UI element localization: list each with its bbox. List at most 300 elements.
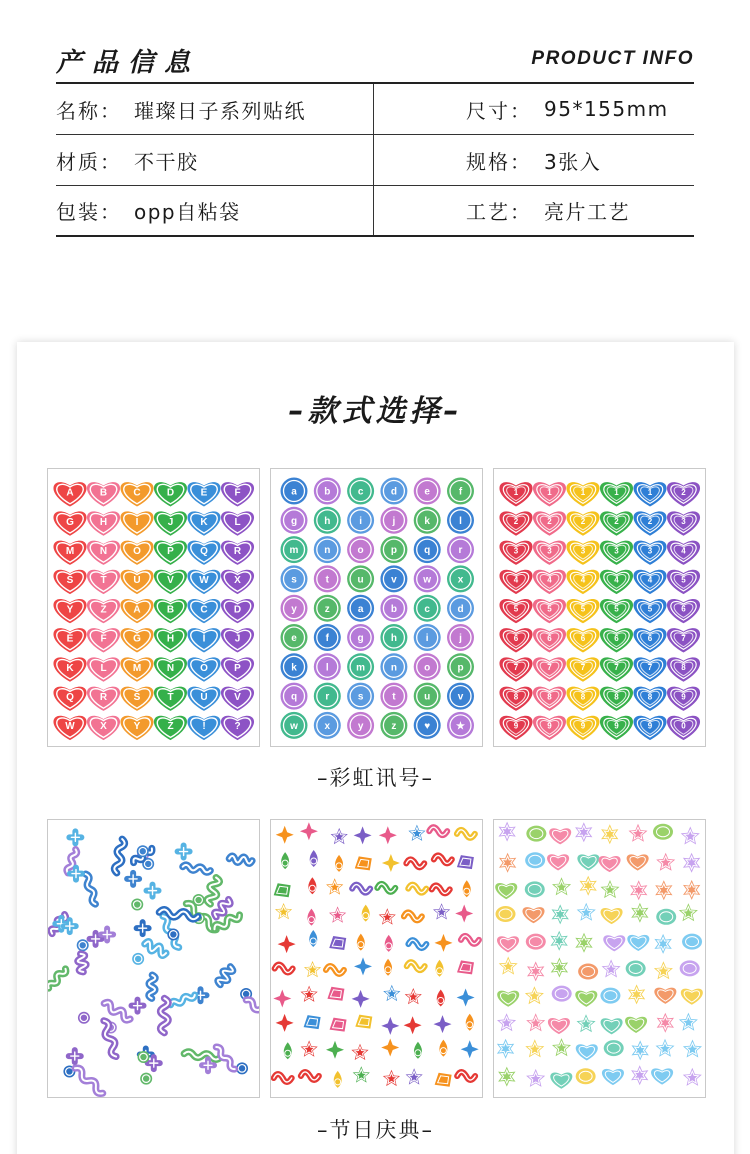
shape-sticker	[404, 1016, 422, 1034]
info-value: 璀璨日子系列贴纸	[134, 98, 306, 123]
sticker-glyph: u	[357, 574, 364, 586]
pastel-sticker	[631, 903, 648, 923]
group-label-rainbow-signal: –彩虹讯号–	[317, 766, 434, 790]
sticker-glyph: G	[66, 516, 74, 528]
sticker-glyph: K	[66, 662, 74, 674]
sticker-glyph: z	[324, 603, 330, 615]
sticker-glyph: ★	[456, 721, 465, 732]
pastel-sticker	[548, 1018, 570, 1034]
sticker-glyph: 9	[547, 721, 552, 731]
sticker-glyph: d	[457, 603, 464, 615]
product-info-table	[56, 82, 694, 237]
info-label: 包装：	[56, 200, 122, 224]
sticker-glyph: 9	[513, 721, 519, 731]
sticker-glyph: U	[133, 575, 141, 587]
info-cell-packaging	[56, 186, 374, 235]
pastel-sticker	[580, 876, 597, 896]
pastel-sticker	[683, 1040, 702, 1058]
sticker-glyph: h	[324, 515, 331, 527]
sticker-glyph: 4	[614, 575, 619, 585]
squiggle-sticker	[114, 839, 126, 874]
pastel-sticker	[496, 906, 516, 922]
sticker-glyph: A	[66, 487, 74, 499]
style-selection-title: –款式选择–	[288, 394, 463, 429]
pastel-sticker	[656, 853, 675, 871]
sticker-glyph: 6	[647, 633, 653, 643]
section-title: 产品信息	[56, 48, 201, 78]
info-label: 尺寸：	[466, 98, 532, 123]
shape-sticker	[436, 960, 444, 977]
pastel-sticker	[576, 1044, 598, 1060]
pastel-sticker	[498, 1067, 515, 1087]
uppercase-heart-stickers	[48, 469, 260, 747]
sheet-lowercase-circles[interactable]	[270, 468, 483, 747]
shape-sticker	[310, 850, 318, 867]
pastel-sticker	[550, 1073, 572, 1089]
sticker-glyph: 5	[681, 575, 686, 585]
squiggle-sticker	[73, 1066, 105, 1096]
sticker-glyph: 3	[647, 546, 653, 556]
plus-sticker	[69, 831, 81, 843]
info-row	[56, 186, 694, 237]
sticker-glyph: u	[424, 691, 431, 703]
sticker-glyph: 2	[513, 517, 519, 527]
dot-sticker	[193, 894, 205, 906]
shape-sticker	[466, 1014, 474, 1031]
sticker-glyph: F	[100, 633, 107, 645]
sheet-squiggle-shapes[interactable]	[47, 819, 260, 1098]
plus-sticker	[178, 846, 190, 858]
sticker-glyph: 7	[647, 663, 653, 673]
pastel-sticker	[576, 1068, 596, 1084]
sticker-glyph: c	[424, 603, 430, 615]
sticker-glyph: 3	[547, 546, 552, 556]
sticker-glyph: y	[357, 721, 364, 732]
sticker-glyph: 7	[614, 663, 619, 673]
sticker-glyph: n	[324, 545, 331, 557]
sticker-glyph: v	[457, 691, 464, 703]
sticker-glyph: 7	[513, 663, 519, 673]
pastel-sticker	[631, 1065, 648, 1085]
sheet-colorful-shapes[interactable]	[270, 819, 483, 1098]
sticker-glyph: X	[234, 575, 241, 587]
pastel-sticker	[656, 909, 676, 925]
sticker-glyph: i	[425, 633, 429, 645]
sticker-glyph: b	[324, 486, 331, 498]
pastel-sticker	[654, 988, 676, 1004]
sticker-glyph: J	[167, 516, 174, 528]
sticker-glyph: R	[233, 546, 242, 557]
shape-sticker	[309, 930, 317, 947]
shape-sticker	[384, 959, 392, 976]
shape-sticker	[463, 880, 471, 897]
pastel-sticker	[549, 828, 571, 844]
shape-sticker	[377, 884, 395, 892]
sticker-glyph: f	[458, 486, 463, 498]
info-value: 不干胶	[134, 149, 199, 174]
dot-sticker	[137, 1051, 149, 1063]
sticker-glyph: K	[200, 516, 208, 528]
shape-sticker	[383, 985, 400, 1001]
info-row	[56, 84, 694, 135]
sticker-glyph: p	[457, 662, 464, 674]
shape-sticker	[275, 903, 292, 919]
sticker-glyph: 8	[614, 692, 619, 702]
pastel-sticker	[629, 824, 648, 842]
sticker-glyph: o	[357, 545, 364, 557]
pastel-sticker	[626, 960, 646, 976]
pastel-sticker	[499, 822, 516, 842]
sticker-glyph: q	[290, 691, 298, 703]
shape-sticker	[326, 878, 343, 894]
squiggle-stickers	[48, 820, 260, 1098]
info-value: 亮片工艺	[544, 200, 630, 224]
shape-sticker	[301, 986, 318, 1002]
pastel-sticker	[680, 960, 700, 976]
sticker-glyph: j	[459, 633, 462, 645]
pastel-sticker	[499, 957, 518, 975]
pastel-sticker	[552, 986, 572, 1002]
dot-sticker	[167, 928, 179, 940]
sticker-glyph: M	[65, 546, 75, 557]
sticker-glyph: 8	[681, 663, 686, 673]
sticker-glyph: D	[233, 604, 242, 616]
sticker-glyph: 4	[513, 575, 519, 585]
pastel-sticker	[653, 824, 673, 840]
sticker-glyph: 6	[513, 633, 519, 643]
sticker-glyph: q	[424, 545, 431, 557]
pastel-sticker	[632, 1040, 649, 1060]
sticker-glyph: v	[391, 574, 397, 586]
sticker-glyph: 2	[580, 517, 586, 527]
colorful-shape-stickers	[271, 820, 483, 1098]
sticker-glyph: n	[390, 662, 397, 674]
style-selection-card	[17, 342, 734, 1154]
shape-sticker	[354, 957, 372, 975]
shape-sticker	[432, 885, 450, 893]
shape-sticker	[381, 1039, 399, 1057]
info-value: 3张入	[544, 149, 602, 174]
squiggle-sticker	[206, 877, 220, 905]
pastel-sticker	[625, 1017, 647, 1033]
pastel-sticker	[654, 934, 671, 954]
pastel-sticker	[682, 934, 702, 950]
sticker-glyph: H	[166, 633, 175, 645]
sticker-glyph: W	[65, 721, 75, 733]
sticker-glyph: E	[66, 633, 74, 645]
sticker-glyph: y	[291, 603, 297, 615]
pastel-sticker	[601, 1018, 623, 1034]
squiggle-sticker	[160, 998, 168, 1033]
shape-sticker	[331, 828, 348, 844]
pastel-sticker	[577, 854, 599, 870]
pastel-sticker	[627, 935, 649, 951]
pastel-sticker	[628, 984, 645, 1004]
plus-sticker	[127, 873, 139, 885]
pastel-sticker	[578, 963, 598, 979]
sticker-glyph: c	[357, 486, 364, 498]
sticker-glyph: 1	[513, 487, 519, 497]
sticker-glyph: S	[66, 575, 74, 587]
pastel-sticker	[575, 933, 592, 953]
plus-sticker	[69, 1050, 81, 1062]
sticker-glyph: U	[200, 692, 208, 703]
pastel-sticker	[602, 959, 621, 977]
sticker-glyph: Z	[100, 604, 107, 616]
sticker-glyph: 0	[681, 721, 686, 731]
shape-sticker	[273, 990, 291, 1008]
shape-sticker	[329, 906, 346, 922]
sticker-glyph: e	[291, 633, 297, 645]
sticker-glyph: z	[391, 721, 397, 732]
sticker-glyph: 1	[614, 487, 619, 497]
shape-sticker	[304, 961, 321, 977]
sticker-glyph: D	[166, 487, 175, 499]
sticker-glyph: 8	[580, 692, 586, 702]
shape-sticker	[383, 1070, 400, 1086]
pastel-sticker	[551, 958, 568, 978]
pastel-sticker	[603, 935, 625, 951]
sticker-glyph: 8	[513, 692, 519, 702]
shape-sticker	[404, 912, 422, 920]
sticker-glyph: s	[357, 691, 364, 703]
lowercase-circle-stickers	[271, 469, 483, 747]
sticker-glyph: Q	[66, 692, 74, 703]
sticker-glyph: W	[199, 575, 209, 587]
pastel-sticker	[575, 822, 592, 842]
shape-sticker	[385, 935, 393, 952]
info-label: 工艺：	[466, 200, 532, 224]
shape-sticker	[308, 877, 316, 894]
sticker-glyph: G	[133, 633, 141, 645]
plus-sticker	[137, 922, 149, 934]
pastel-sticker	[522, 907, 544, 923]
shape-sticker	[437, 989, 445, 1006]
sticker-glyph: 1	[547, 487, 552, 497]
sticker-glyph: h	[390, 633, 397, 645]
shape-sticker	[408, 940, 426, 948]
sticker-glyph: 3	[580, 546, 586, 556]
squiggle-sticker	[170, 993, 196, 1007]
plus-sticker	[147, 885, 159, 897]
sticker-glyph: 2	[681, 487, 686, 497]
sticker-glyph: k	[291, 662, 297, 674]
shape-sticker	[326, 1041, 344, 1059]
sticker-glyph: 9	[580, 721, 586, 731]
shape-sticker	[439, 1040, 447, 1057]
shape-sticker	[379, 908, 396, 924]
pastel-sticker	[681, 827, 700, 845]
sticker-glyph: r	[458, 545, 463, 557]
shape-sticker	[274, 883, 291, 897]
squiggle-sticker	[143, 940, 167, 956]
sticker-glyph: E	[200, 487, 208, 499]
sticker-glyph: S	[133, 692, 141, 703]
pastel-sticker	[601, 880, 620, 898]
pastel-sticker	[602, 1069, 624, 1085]
sticker-glyph: ♥	[424, 721, 431, 732]
pastel-sticker	[604, 1040, 624, 1056]
shape-sticker	[275, 965, 293, 973]
sticker-glyph: P	[234, 662, 241, 674]
sticker-glyph: 7	[681, 633, 686, 643]
sticker-glyph: O	[200, 662, 208, 674]
sticker-glyph: 8	[547, 692, 552, 702]
sticker-glyph: m	[356, 662, 366, 674]
sticker-glyph: e	[424, 486, 430, 498]
info-cell-size	[374, 84, 669, 134]
pastel-sticker	[527, 961, 544, 981]
pastel-sticker	[526, 934, 546, 950]
pastel-sticker	[656, 1039, 675, 1057]
shape-sticker	[335, 855, 343, 872]
shape-sticker	[382, 854, 400, 872]
shape-sticker	[457, 830, 475, 838]
sticker-glyph: 3	[614, 546, 619, 556]
sticker-glyph: J	[234, 633, 241, 645]
shape-sticker	[457, 1072, 475, 1080]
shape-sticker	[362, 905, 370, 922]
sticker-glyph: I	[202, 633, 206, 645]
shape-sticker	[355, 856, 372, 870]
shape-sticker	[457, 960, 474, 974]
pastel-sticker	[627, 854, 649, 870]
shape-sticker	[407, 962, 425, 970]
shape-sticker	[351, 1044, 368, 1060]
shape-sticker	[414, 1042, 422, 1059]
shape-sticker	[307, 909, 315, 926]
shape-sticker	[461, 936, 479, 944]
sticker-glyph: d	[390, 486, 397, 498]
info-cell-spec	[374, 135, 601, 185]
shape-sticker	[353, 1066, 370, 1082]
sheet-number-hearts[interactable]	[493, 468, 706, 747]
shape-sticker	[455, 905, 473, 923]
sticker-glyph: i	[359, 515, 362, 527]
pastel-sticker	[552, 1038, 571, 1056]
pastel-sticker	[599, 856, 621, 872]
shape-sticker	[334, 1071, 342, 1088]
sheet-pastel-shapes[interactable]	[493, 819, 706, 1098]
pastel-sticker	[497, 936, 519, 952]
pastel-sticker	[601, 824, 618, 844]
sticker-glyph: a	[357, 603, 364, 615]
sticker-glyph: F	[234, 487, 241, 499]
info-cell-craft	[374, 186, 630, 235]
sticker-glyph: T	[167, 692, 174, 703]
sticker-glyph: g	[357, 633, 364, 645]
dot-sticker	[140, 1073, 152, 1085]
shape-sticker	[357, 934, 365, 951]
pastel-sticker	[497, 991, 519, 1007]
shape-sticker	[405, 988, 422, 1004]
sticker-glyph: 3	[681, 517, 686, 527]
sticker-glyph: w	[423, 574, 432, 586]
pastel-sticker	[600, 988, 620, 1004]
info-label: 材质：	[56, 149, 122, 174]
sticker-glyph: Z	[167, 721, 174, 733]
sticker-glyph: Y	[133, 721, 141, 733]
sticker-glyph: 5	[547, 604, 552, 614]
shape-sticker	[379, 826, 397, 844]
sticker-glyph: 6	[614, 633, 619, 643]
dot-sticker	[131, 899, 143, 911]
info-value: 95*155mm	[544, 97, 669, 121]
squiggle-sticker	[184, 1051, 221, 1060]
sticker-glyph: V	[167, 575, 174, 587]
shape-sticker	[326, 966, 344, 974]
sticker-glyph: 6	[580, 633, 586, 643]
shape-sticker	[434, 1015, 452, 1033]
sticker-glyph: B	[99, 487, 108, 499]
sticker-glyph: k	[424, 515, 430, 527]
pastel-sticker	[525, 1039, 544, 1057]
plus-sticker	[148, 1057, 160, 1069]
shape-sticker	[281, 852, 289, 869]
dot-sticker	[77, 939, 89, 951]
sticker-glyph: w	[290, 721, 298, 732]
pastel-sticker	[526, 1069, 545, 1087]
info-label: 规格：	[466, 149, 532, 174]
sticker-glyph: 7	[580, 663, 586, 673]
shape-sticker	[284, 1042, 292, 1059]
pastel-sticker	[547, 854, 569, 870]
pastel-sticker	[577, 903, 596, 921]
squiggle-sticker	[100, 1020, 119, 1058]
squiggle-sticker	[182, 864, 210, 872]
shape-sticker	[433, 903, 450, 919]
pastel-sticker	[552, 904, 569, 924]
sticker-glyph: 6	[547, 633, 552, 643]
sticker-glyph: Y	[66, 604, 74, 616]
sheet-uppercase-hearts[interactable]	[47, 468, 260, 747]
sticker-glyph: M	[132, 662, 142, 674]
sticker-glyph: x	[324, 721, 331, 732]
shape-sticker	[327, 987, 344, 1001]
sticker-glyph: !	[202, 721, 206, 733]
pastel-sticker	[526, 1013, 545, 1031]
sticker-glyph: B	[166, 604, 175, 616]
pastel-sticker	[497, 1013, 516, 1031]
shape-sticker	[406, 859, 424, 867]
sticker-glyph: g	[290, 515, 298, 527]
sticker-glyph: t	[392, 691, 396, 703]
sticker-glyph: j	[392, 515, 396, 527]
sticker-glyph: 8	[647, 692, 653, 702]
group-label-festival-celebration: –节日庆典–	[317, 1118, 434, 1142]
sticker-glyph: X	[100, 721, 107, 733]
sticker-glyph: 9	[614, 721, 619, 731]
pastel-sticker	[577, 1014, 596, 1032]
sticker-glyph: 2	[614, 517, 619, 527]
pastel-sticker	[551, 931, 568, 951]
number-heart-stickers	[494, 469, 706, 747]
shape-sticker	[329, 936, 346, 950]
sticker-glyph: a	[291, 486, 297, 498]
sticker-glyph: P	[167, 546, 174, 557]
pastel-sticker	[683, 853, 700, 873]
sticker-glyph: 3	[513, 546, 519, 556]
sticker-glyph: 6	[681, 604, 686, 614]
shape-sticker	[435, 1073, 452, 1087]
sticker-glyph: O	[133, 546, 141, 557]
pastel-shape-stickers	[494, 820, 706, 1098]
squiggle-sticker	[229, 856, 252, 864]
info-cell-name	[56, 84, 374, 134]
sticker-glyph: x	[457, 574, 464, 586]
shape-sticker	[300, 822, 318, 840]
squiggle-sticker	[245, 998, 260, 1021]
